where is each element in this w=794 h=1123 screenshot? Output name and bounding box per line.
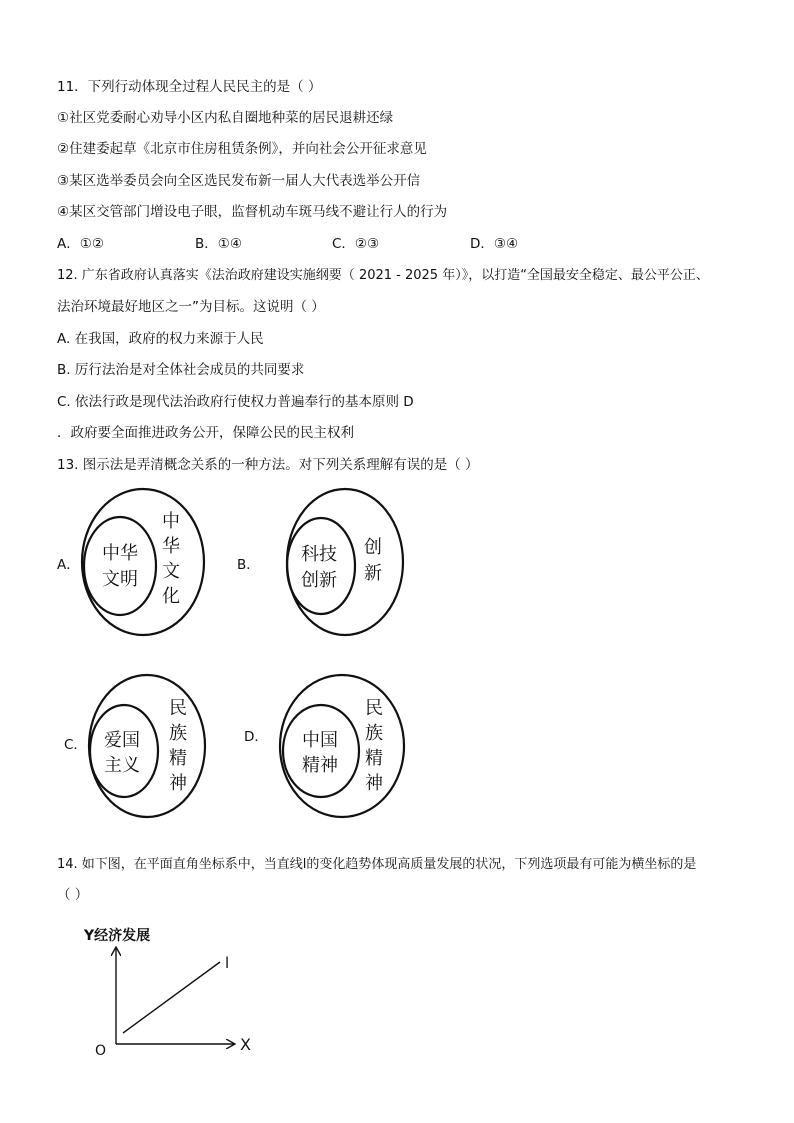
q13-c-inner-2: 主义: [104, 755, 140, 776]
q12-option-a: A. 在我国，政府的权力来源于人民: [57, 331, 264, 347]
q13-d-outer-2: 族: [365, 723, 383, 744]
q13-a-outer-2: 华: [162, 536, 180, 557]
q11-item-4: ④某区交管部门增设电子眼，监督机动车斑马线不避让行人的行为: [57, 204, 448, 220]
q14-line-l: [123, 962, 220, 1033]
q12-stem-line1: 12. 广东省政府认真落实《法治政府建设实施纲要（ 2021 - 2025 年）》，以打造“全国最安全稳定、最公平公正、: [57, 268, 709, 283]
q13-b-outer-1: 创: [364, 537, 382, 558]
q13-b-inner-1: 科技: [301, 544, 337, 565]
q14-origin-label: O: [95, 1043, 107, 1059]
q13-c-outer-2: 族: [169, 723, 187, 744]
q11-stem: 11．下列行动体现全过程人民民主的是（ ）: [57, 79, 322, 95]
q11-item-1: ①社区党委耐心劝导小区内私自圈地种菜的居民退耕还绿: [57, 110, 394, 126]
q14-x-axis-label: X: [240, 1035, 251, 1054]
q13-d-inner-2: 精神: [302, 755, 338, 776]
q13-b-outer-2: 新: [364, 563, 382, 584]
q12-stem-line2: 法治环境最好地区之一”为目标。这说明（ ）: [57, 299, 325, 315]
q11-option-c: C．②③: [332, 236, 380, 252]
q13-diagram-c: [84, 670, 211, 823]
q11-option-a: A．①②: [57, 236, 104, 252]
q13-c-outer-3: 精: [169, 748, 187, 769]
q13-a-inner-2: 文明: [102, 569, 138, 590]
q13-d-outer-3: 精: [365, 748, 383, 769]
q14-y-axis-label: Y经济发展: [84, 928, 151, 944]
q13-diagram-b: [283, 485, 408, 640]
q13-diagram-a-label: A．: [57, 557, 80, 573]
q13-c-outer-1: 民: [169, 698, 187, 719]
q13-d-inner-1: 中国: [302, 730, 338, 751]
q14-line-label: l: [225, 954, 230, 972]
q13-c-inner-1: 爱国: [104, 730, 140, 751]
q12-option-d: ．政府要全面推进政务公开，保障公民的民主权利: [57, 425, 354, 441]
q11-item-2: ②住建委起草《北京市住房租赁条例》，并向社会公开征求意见: [57, 141, 427, 157]
q13-d-outer-1: 民: [365, 698, 383, 719]
q11-option-b: B．①④: [195, 236, 242, 252]
q13-diagram-a: [78, 485, 208, 640]
q11-option-d: D．③④: [470, 236, 519, 252]
q13-d-outer-4: 神: [365, 773, 383, 794]
q11-item-3: ③某区选举委员会向全区选民发布新一届人大代表选举公开信: [57, 173, 421, 189]
q13-a-inner-1: 中华: [102, 543, 138, 564]
q12-option-c: C. 依法行政是现代法治政府行使权力普遍奉行的基本原则 D: [57, 394, 414, 410]
q13-diagram-b-label: B．: [237, 557, 260, 573]
q14-coordinate-graph: [80, 922, 270, 1062]
q13-diagram-d: [276, 670, 411, 823]
q13-a-outer-3: 文: [162, 561, 180, 582]
q13-stem: 13. 图示法是弄清概念关系的一种方法。对下列关系理解有误的是（ ）: [57, 457, 479, 473]
q14-stem-line1: 14. 如下图，在平面直角坐标系中，当直线l的变化趋势体现高质量发展的状况，下列选项最有可能为横坐标的是: [57, 857, 697, 872]
q13-a-outer-1: 中: [162, 511, 180, 532]
q14-stem-line2: （ ）: [57, 887, 89, 903]
q13-diagram-d-label: D．: [244, 729, 268, 745]
q12-option-b: B. 厉行法治是对全体社会成员的共同要求: [57, 362, 305, 378]
q13-b-inner-2: 创新: [301, 570, 337, 591]
q13-c-outer-4: 神: [169, 773, 187, 794]
q13-diagram-c-label: C．: [64, 737, 87, 753]
q13-a-outer-4: 化: [162, 586, 180, 607]
